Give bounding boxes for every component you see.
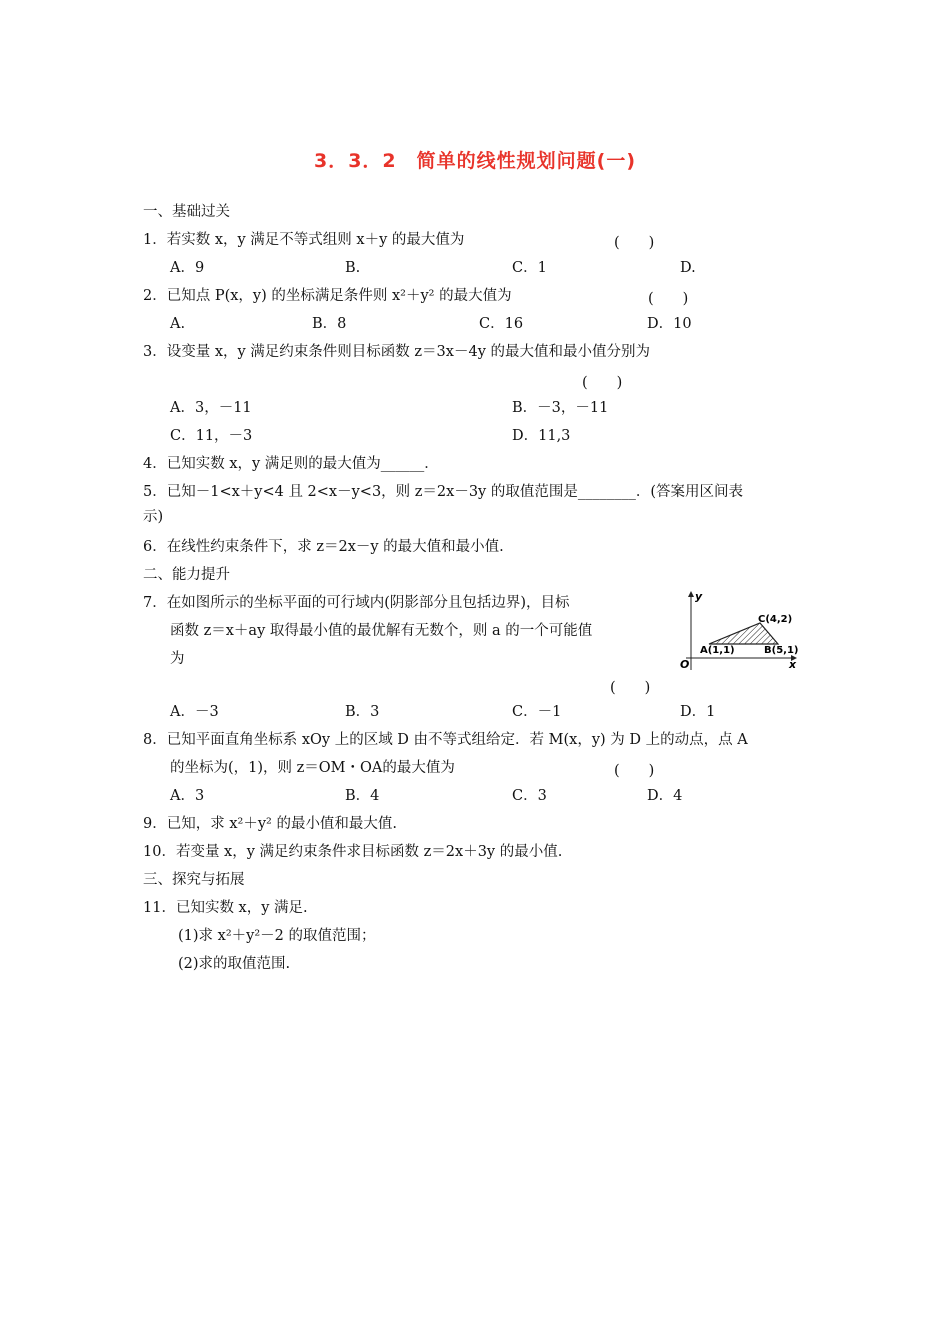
x-axis-label: x (789, 658, 797, 671)
point-a-label: A(1,1) (700, 645, 735, 656)
q7-option-a: A．－3 (170, 704, 219, 720)
q7-option-c: C．－1 (512, 704, 562, 720)
q3-option-a: A．3，－11 (170, 400, 252, 416)
question-11-part-1: (1)求 x²＋y²－2 的取值范围； (178, 928, 376, 944)
q7-option-b: B．3 (345, 704, 380, 720)
q2-option-a: A. (170, 316, 186, 332)
q1-option-c: C．1 (512, 260, 547, 276)
question-7-line-2: 函数 z＝x＋ay 取得最小值的最优解有无数个，则 a 的一个可能值 (170, 623, 593, 639)
q8-option-b: B．4 (345, 788, 380, 804)
q3-option-d: D．11,3 (512, 428, 571, 444)
section-heading-ability: 二、能力提升 (143, 567, 230, 583)
q8-option-a: A．3 (170, 788, 205, 804)
page-title: 3．3．2 简单的线性规划问题(一) (313, 150, 637, 172)
question-2: 2．已知点 P(x，y) 的坐标满足条件则 x²＋y² 的最大值为 (143, 288, 512, 304)
answer-paren-8: ( ) (614, 763, 655, 779)
q2-option-d: D．10 (647, 316, 692, 332)
question-8: 8．已知平面直角坐标系 xOy 上的区域 D 由不等式组给定．若 M(x，y) 为 D 上的动点，点 A (143, 732, 748, 748)
question-3: 3．设变量 x，y 满足约束条件则目标函数 z＝3x－4y 的最大值和最小值分别为 (143, 344, 650, 360)
q3-option-c: C．11，－3 (170, 428, 253, 444)
question-6: 6．在线性约束条件下，求 z＝2x－y 的最大值和最小值. (143, 539, 504, 555)
question-8-line-2: 的坐标为(，1)，则 z＝OM・OA的最大值为 (170, 760, 455, 776)
question-7: 7．在如图所示的坐标平面的可行域内(阴影部分且包括边界)，目标 (143, 595, 570, 611)
q1-option-d: D. (680, 260, 696, 276)
q8-option-c: C．3 (512, 788, 547, 804)
question-5-continued: 示) (143, 509, 164, 525)
question-9: 9．已知，求 x²＋y² 的最小值和最大值. (143, 816, 398, 832)
question-11: 11．已知实数 x，y 满足. (143, 900, 308, 916)
q8-option-d: D．4 (647, 788, 683, 804)
q7-option-d: D．1 (680, 704, 716, 720)
y-axis-label: y (695, 590, 703, 603)
question-1: 1．若实数 x，y 满足不等式组则 x＋y 的最大值为 (143, 232, 465, 248)
q1-option-a: A．9 (170, 260, 205, 276)
answer-paren-2: ( ) (648, 291, 689, 307)
q1-option-b: B. (345, 260, 361, 276)
q2-option-c: C．16 (479, 316, 524, 332)
answer-paren-3: ( ) (582, 375, 623, 391)
shaded-region (709, 623, 778, 644)
q2-option-b: B．8 (312, 316, 347, 332)
question-5: 5．已知－1<x＋y<4 且 2<x－y<3，则 z＝2x－3y 的取值范围是________．(答案用区间表 (143, 484, 744, 500)
question-10: 10．若变量 x，y 满足约束条件求目标函数 z＝2x＋3y 的最小值. (143, 844, 563, 860)
feasible-region-figure (672, 586, 804, 676)
point-c-label: C(4,2) (758, 614, 793, 625)
question-4: 4．已知实数 x，y 满足则的最大值为______． (143, 456, 439, 472)
q3-option-b: B．－3，－11 (512, 400, 609, 416)
question-11-part-2: (2)求的取值范围. (178, 956, 291, 972)
point-b-label: B(5,1) (764, 645, 799, 656)
section-heading-basic: 一、基础过关 (143, 204, 230, 220)
origin-label: O (680, 658, 690, 671)
answer-paren-7: ( ) (610, 680, 651, 696)
answer-paren-1: ( ) (614, 235, 655, 251)
question-7-line-3: 为 (170, 651, 185, 667)
section-heading-extension: 三、探究与拓展 (143, 872, 245, 888)
